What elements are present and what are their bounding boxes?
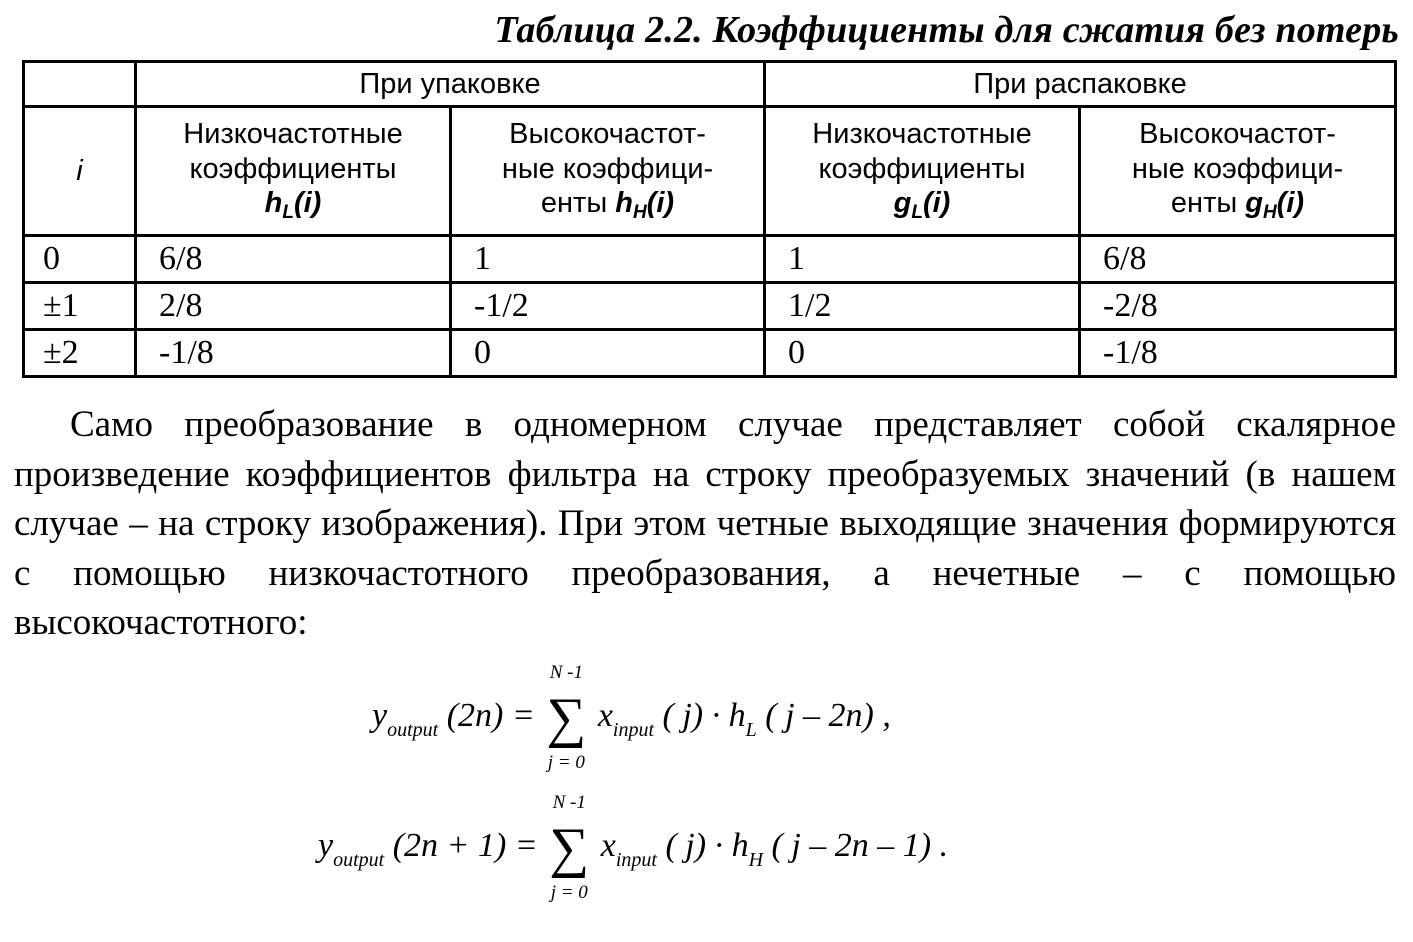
formula-x-arg: ( j) ·: [665, 826, 724, 864]
cell-hl: -1/8: [136, 330, 451, 377]
column-header-i: i: [24, 107, 136, 236]
formula-y: y: [372, 696, 388, 734]
header-line: коэффициенты: [818, 152, 1026, 185]
column-header-low-pack: [136, 107, 451, 236]
sum-lower-limit: j = 0: [547, 752, 585, 773]
formula-lhs-arg: (2n) =: [446, 696, 535, 734]
header-symbol: g: [893, 187, 912, 220]
header-symbol-arg: (i): [646, 187, 675, 220]
header-line: Высокочастот-: [1139, 117, 1336, 150]
formula-y: y: [318, 826, 334, 864]
table-row: [24, 330, 1396, 377]
cell-hl: 2/8: [136, 283, 451, 330]
empty-corner-cell: [24, 62, 136, 107]
cell-hh: 1: [451, 236, 765, 283]
formula-x-sub: input: [615, 848, 657, 871]
header-line: енты: [1170, 187, 1238, 220]
header-symbol-arg: (i): [922, 187, 951, 220]
group-header-pack: При упаковке: [136, 62, 765, 107]
formula-h-arg: ( j – 2n) ,: [765, 696, 891, 734]
table-caption: Таблица 2.2. Коэффициенты для сжатия без потерь: [494, 9, 1399, 51]
formula-even: [372, 662, 891, 773]
header-line: Высокочастот-: [509, 117, 706, 150]
header-symbol-sub: L: [911, 202, 923, 224]
summation-sign: N -1 ∑ j = 0: [549, 792, 590, 903]
cell-gl: 0: [765, 330, 1080, 377]
header-symbol-arg: (i): [1276, 187, 1305, 220]
table-column-header-row: [24, 107, 1396, 236]
cell-gl: 1/2: [765, 283, 1080, 330]
table-group-header-row: [24, 62, 1396, 107]
formula-y-sub: output: [333, 848, 385, 871]
cell-i: 0: [24, 236, 136, 283]
column-header-high-pack: [451, 107, 765, 236]
header-symbol: h: [615, 187, 633, 220]
body-paragraph: Само преобразование в одномерном случае представляет собой скалярное произведение коэффициентов фильтра на строку преобразуемых значений (в нашем случае – на строку изображения). При этом четные выходящие значения формируются с помощью низкочастотного преобразования, а нечетные – с помощью высокочастотного:: [14, 404, 1396, 643]
header-symbol: h: [264, 187, 283, 220]
cell-gh: -1/8: [1080, 330, 1396, 377]
cell-i: ±1: [24, 283, 136, 330]
header-symbol: g: [1245, 187, 1263, 220]
group-header-unpack: При распаковке: [765, 62, 1396, 107]
header-line: коэффициенты: [189, 152, 397, 185]
cell-gh: -2/8: [1080, 283, 1396, 330]
formula-h-sub: H: [748, 848, 764, 871]
cell-hl: 6/8: [136, 236, 451, 283]
cell-gl: 1: [765, 236, 1080, 283]
cell-i: ±2: [24, 330, 136, 377]
formula-h-arg: ( j – 2n – 1) .: [771, 826, 949, 864]
header-line: енты: [540, 187, 608, 220]
formula-odd: [318, 792, 949, 903]
formula-x-arg: ( j) ·: [662, 696, 721, 734]
header-line: Низкочастотные: [183, 117, 403, 150]
header-line: ные коэффици-: [501, 152, 714, 185]
header-symbol-sub: L: [282, 202, 294, 224]
formula-y-sub: output: [387, 718, 439, 741]
header-symbol-arg: (i): [293, 187, 322, 220]
formula-h: h: [731, 826, 749, 864]
header-symbol-sub: H: [1262, 202, 1277, 224]
header-symbol-sub: H: [632, 202, 647, 224]
sum-upper-limit: N -1: [552, 792, 586, 813]
formula-x-sub: input: [612, 718, 655, 741]
formula-h: h: [728, 696, 746, 734]
header-line: ные коэффици-: [1131, 152, 1344, 185]
cell-hh: 0: [451, 330, 765, 377]
table-row: [24, 283, 1396, 330]
cell-hh: -1/2: [451, 283, 765, 330]
coefficients-table: [22, 60, 1397, 378]
formula-x: x: [600, 826, 616, 864]
column-header-high-unpack: [1080, 107, 1396, 236]
cell-gh: 6/8: [1080, 236, 1396, 283]
formula-h-sub: L: [745, 718, 757, 741]
formula-lhs-arg: (2n + 1) =: [392, 826, 538, 864]
header-line: Низкочастотные: [812, 117, 1032, 150]
formula-x: x: [597, 696, 613, 734]
table-row: [24, 236, 1396, 283]
sum-lower-limit: j = 0: [550, 882, 588, 903]
summation-sign: N -1 ∑ j = 0: [546, 662, 587, 773]
column-header-low-unpack: [765, 107, 1080, 236]
sum-upper-limit: N -1: [549, 662, 583, 683]
